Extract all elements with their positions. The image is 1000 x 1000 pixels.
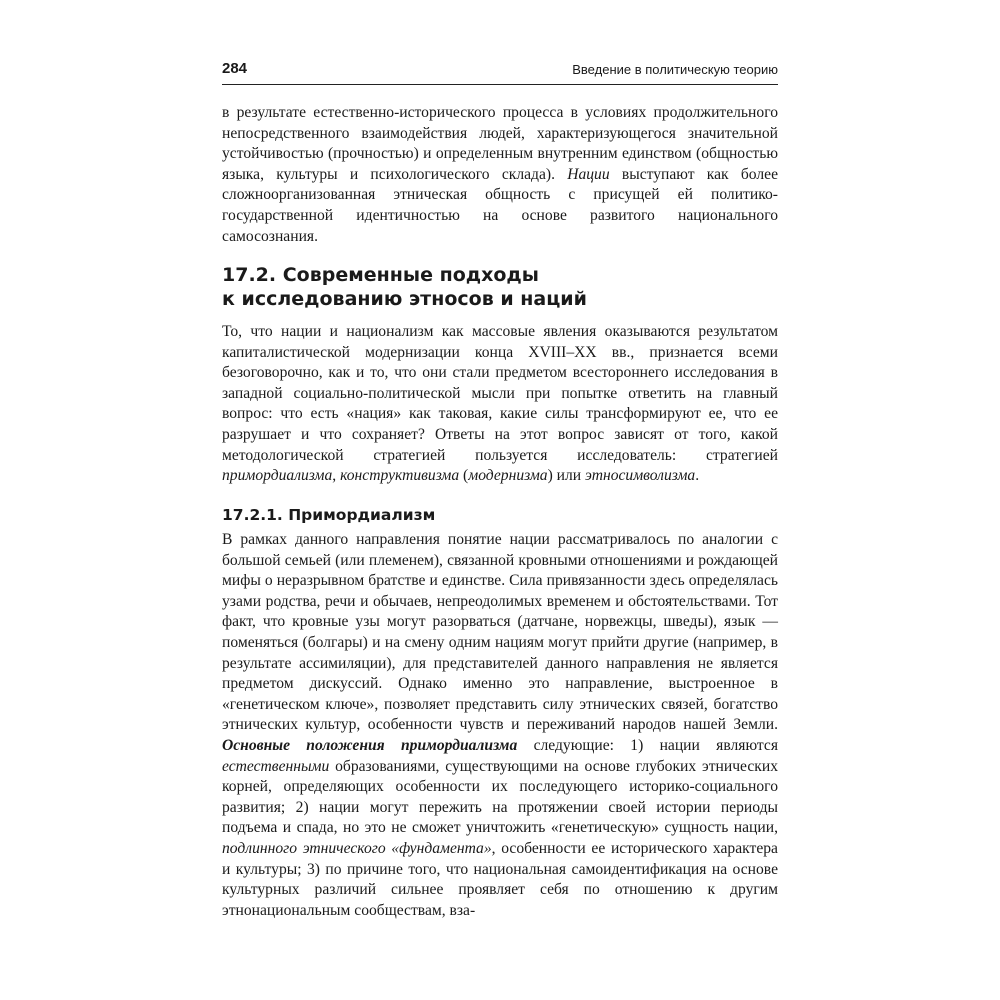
text-run: выступают как более сложноорганизованная этническая общность с присущей ей политико-государственной идентичностью на основе развитого национального самосознания. <box>222 165 778 245</box>
italic-term-modernism: модернизма <box>468 467 548 485</box>
paragraph-nations-definition <box>222 103 778 247</box>
text-run: ( <box>459 467 469 485</box>
bold-italic-term-main-principles: Основные положения примордиализма <box>222 736 518 754</box>
italic-term-constructivism: конструктивизма <box>340 467 460 485</box>
running-title: Введение в политическую теорию <box>572 62 778 77</box>
section-heading-line-1: 17.2. Современные подходы <box>222 264 539 286</box>
text-run: , <box>332 467 341 485</box>
page-number: 284 <box>222 60 248 77</box>
italic-term-ethnic-foundation: подлинного этнического «фундамента» <box>222 839 492 857</box>
paragraph-primordialism <box>222 530 778 921</box>
section-heading <box>222 263 778 311</box>
text-run: в результате естественно-исторического процесса в условиях продолжительного непосредственного взаимодействия людей, характеризующегося значительной устойчивостью (прочностью) и определенным внутренним единством (общностью языка, культуры и психологического склада). <box>222 104 778 183</box>
text-run: , особенности ее исторического характера и культуры; 3) по причине того, что национальная самоидентификация на основе культурных различий сильнее проявляет себя по отношению к другим этнонациональным сообществам, вза- <box>222 839 778 919</box>
text-run: То, что нации и национализм как массовые явления оказываются результатом капиталистической модернизации конца XVIII–XX вв., признается всеми безоговорочно, как и то, что они стали предметом всестороннего исследования в западной социально-политической мысли при попытке ответить на главный вопрос: что есть «нация» как таковая, какие силы трансформируют ее, что ее разрушает и что сохраняет? Ответы на этот вопрос зависят от того, какой методологической стратегией пользуется исследователь: стратегией <box>222 323 778 464</box>
text-run: образованиями, существующими на основе глубоких этнических корней, определяющих особенности их последующего историко-социального развития; 2) нации могут пережить на протяжении своей истории периоды подъема и спада, но это не сможет уничтожить «генетическую» сущность нации, <box>222 757 778 837</box>
italic-term-nations: Нации <box>567 165 610 183</box>
subsection-heading: 17.2.1. Примордиализм <box>222 506 436 524</box>
text-run: В рамках данного направления понятие нации рассматривалось по аналогии с большой семьей (или племенем), связанной кровными отношениями и рождающей мифы о неразрывном братстве и единстве. Сила привязанности здесь определялась узами родства, речи и обычаев, непреодолимых временем и обстоятельствами. Тот факт, что кровные узы могут разорваться (датчане, норвежцы, шведы), язык — поменяться (болгары) и на смену одним нациям могут прийти другие (например, в результате ассимиляции), для представителей данного направления не является предметом дискуссий. Однако именно это направление, выстроенное в «генетическом ключе», позволяет представить силу этнических связей, богатство этнических культур, особенности чувств и переживаний народов нашей Земли. <box>222 531 778 734</box>
italic-term-natural: естественными <box>222 757 330 775</box>
section-heading-line-2: к исследованию этносов и наций <box>222 288 587 310</box>
text-run: ) или <box>547 467 586 485</box>
running-header <box>222 58 778 85</box>
paragraph-approaches-intro <box>222 322 778 487</box>
text-run: . <box>695 467 700 485</box>
italic-term-primordialism: примордиализма <box>222 467 333 485</box>
italic-term-ethnosymbolism: этносимволизма <box>585 467 696 485</box>
text-run: следующие: 1) нации являются <box>517 736 778 754</box>
